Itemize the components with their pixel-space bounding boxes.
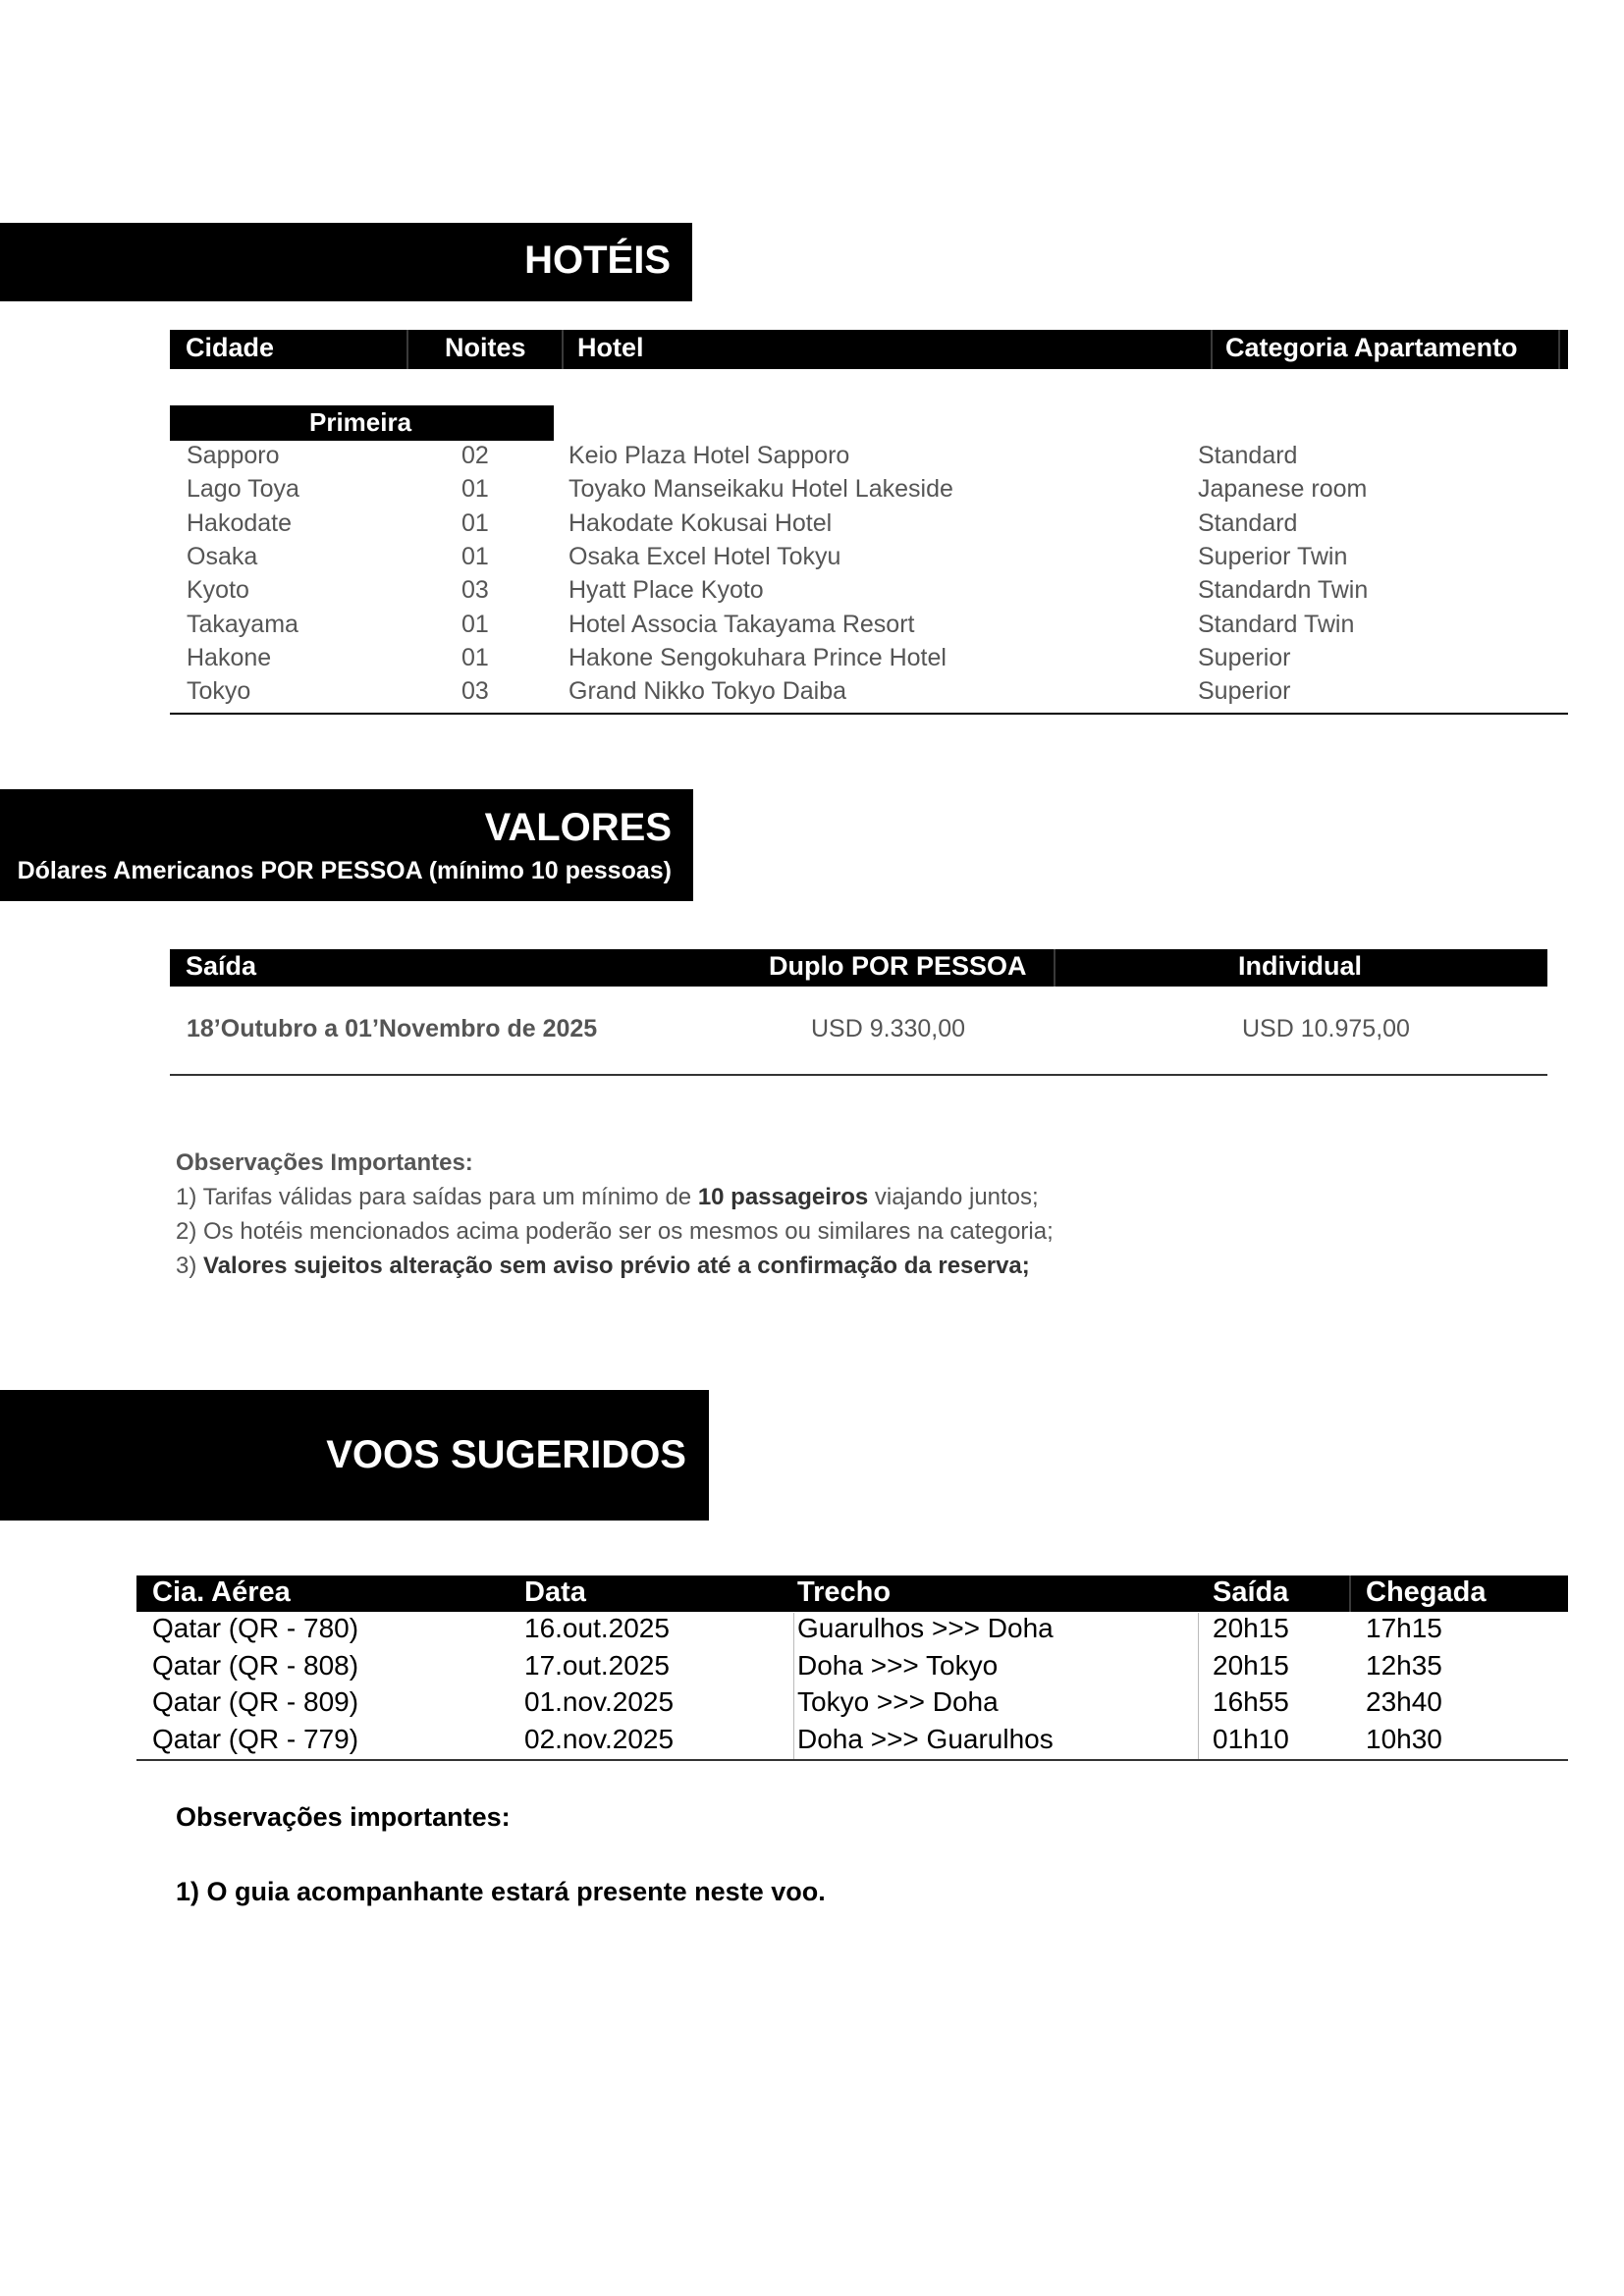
hotels-banner (0, 223, 692, 301)
hotel-categoria: Superior (1198, 677, 1291, 706)
hotel-hotel: Osaka Excel Hotel Tokyu (568, 542, 841, 570)
flight-chegada: 10h30 (1366, 1723, 1442, 1754)
hotel-categoria: Standard (1198, 508, 1298, 537)
values-notes (176, 1146, 1054, 1283)
hotel-hotel: Keio Plaza Hotel Sapporo (568, 442, 850, 469)
hotel-categoria: Superior Twin (1198, 542, 1348, 570)
flight-data: 16.out.2025 (524, 1613, 670, 1643)
hotel-category-label: Primeira (170, 405, 554, 441)
col-individual: Individual (1238, 951, 1363, 981)
col-categoria: Categoria Apartamento (1225, 333, 1518, 362)
flights-table-header (136, 1575, 1568, 1612)
hotel-hotel: Hyatt Place Kyoto (568, 576, 764, 605)
flights-column-divider (793, 1613, 794, 1760)
hotel-row (170, 509, 1568, 543)
flight-trecho: Tokyo >>> Doha (797, 1686, 999, 1717)
flight-cia: Qatar (QR - 779) (152, 1723, 359, 1754)
flight-cia: Qatar (QR - 780) (152, 1613, 359, 1643)
values-subtitle: Dólares Americanos POR PESSOA (mínimo 10 pessoas) (17, 857, 672, 884)
hotel-noites: 03 (461, 576, 489, 605)
hotels-title: HOTÉIS (524, 239, 671, 282)
flights-banner (0, 1390, 709, 1521)
hotel-categoria: Japanese room (1198, 475, 1368, 504)
values-table-rule (170, 1074, 1547, 1076)
hotel-row (170, 442, 1568, 475)
hotel-hotel: Hakodate Kokusai Hotel (568, 508, 833, 537)
flight-cia: Qatar (QR - 808) (152, 1649, 359, 1681)
flight-trecho: Doha >>> Guarulhos (797, 1723, 1054, 1754)
flight-trecho: Doha >>> Tokyo (797, 1649, 999, 1681)
hotel-noites: 02 (461, 442, 489, 469)
hotel-cidade: Hakodate (187, 508, 293, 537)
flight-data: 01.nov.2025 (524, 1686, 675, 1717)
values-note-1: 1) Tarifas válidas para saídas para um mínimo de 10 passageiros viajando juntos; (176, 1184, 1039, 1210)
price-departure: 18’Outubro a 01’Novembro de 2025 (187, 1015, 598, 1042)
col-hotel: Hotel (577, 333, 644, 362)
values-table-header (170, 949, 1547, 987)
values-note-2: 2) Os hotéis mencionados acima poderão ser os mesmos ou similares na categoria; (176, 1218, 1054, 1245)
flight-row (136, 1613, 1568, 1649)
hotel-row (170, 576, 1568, 610)
values-notes-title: Observações Importantes: (176, 1149, 473, 1176)
hotel-cidade: Takayama (187, 610, 298, 638)
hotel-categoria: Standard (1198, 442, 1298, 469)
flight-row (136, 1650, 1568, 1686)
hotel-categoria: Standardn Twin (1198, 576, 1369, 605)
col-cidade: Cidade (186, 333, 275, 362)
hotel-noites: 01 (461, 643, 489, 671)
hotel-row (170, 543, 1568, 576)
col-saida: Saída (186, 951, 257, 981)
hotel-cidade: Hakone (187, 643, 272, 671)
hotel-cidade: Tokyo (187, 677, 251, 706)
col-chegada: Chegada (1366, 1576, 1487, 1608)
flight-chegada: 17h15 (1366, 1613, 1442, 1643)
hotel-row (170, 611, 1568, 644)
col-cia: Cia. Aérea (152, 1576, 291, 1608)
hotel-hotel: Hakone Sengokuhara Prince Hotel (568, 643, 947, 671)
flight-saida: 20h15 (1213, 1649, 1289, 1681)
col-saida-voo: Saída (1213, 1576, 1289, 1608)
hotel-categoria: Superior (1198, 643, 1291, 671)
hotel-hotel: Grand Nikko Tokyo Daiba (568, 677, 847, 706)
flights-notes-title: Observações importantes: (176, 1802, 511, 1832)
hotel-categoria: Standard Twin (1198, 610, 1355, 638)
flights-title: VOOS SUGERIDOS (326, 1433, 686, 1476)
hotel-noites: 01 (461, 508, 489, 537)
flights-column-divider (1198, 1613, 1199, 1760)
values-banner (0, 789, 693, 901)
hotels-table-header (170, 330, 1568, 369)
flights-note-1: 1) O guia acompanhante estará presente neste voo. (176, 1877, 826, 1906)
flight-data: 02.nov.2025 (524, 1723, 675, 1754)
hotel-noites: 01 (461, 610, 489, 638)
flight-trecho: Guarulhos >>> Doha (797, 1613, 1054, 1643)
col-trecho: Trecho (797, 1576, 892, 1608)
price-row (170, 1015, 1547, 1048)
flight-chegada: 12h35 (1366, 1649, 1442, 1681)
hotel-noites: 01 (461, 475, 489, 504)
flight-data: 17.out.2025 (524, 1649, 670, 1681)
hotel-hotel: Hotel Associa Takayama Resort (568, 610, 915, 638)
hotel-noites: 01 (461, 542, 489, 570)
hotels-table-rule (170, 713, 1568, 715)
flight-saida: 20h15 (1213, 1613, 1289, 1643)
hotel-row (170, 475, 1568, 508)
hotel-cidade: Osaka (187, 542, 258, 570)
hotel-cidade: Lago Toya (187, 475, 299, 504)
hotel-row (170, 644, 1568, 677)
flight-chegada: 23h40 (1366, 1686, 1442, 1717)
col-data: Data (524, 1576, 586, 1608)
values-note-3: 3) Valores sujeitos alteração sem aviso prévio até a confirmação da reserva; (176, 1253, 1030, 1279)
flight-cia: Qatar (QR - 809) (152, 1686, 359, 1717)
flight-row (136, 1686, 1568, 1723)
flights-table-rule (136, 1759, 1568, 1761)
hotel-noites: 03 (461, 677, 489, 706)
flight-saida: 01h10 (1213, 1723, 1289, 1754)
hotel-row (170, 677, 1568, 711)
price-double: USD 9.330,00 (811, 1015, 966, 1042)
hotel-cidade: Sapporo (187, 442, 280, 469)
flight-saida: 16h55 (1213, 1686, 1289, 1717)
col-noites: Noites (445, 333, 526, 362)
values-title: VALORES (484, 806, 672, 849)
hotel-hotel: Toyako Manseikaku Hotel Lakeside (568, 475, 953, 504)
price-single: USD 10.975,00 (1242, 1015, 1410, 1042)
col-duplo: Duplo POR PESSOA (769, 951, 1027, 981)
hotel-cidade: Kyoto (187, 576, 249, 605)
flight-row (136, 1724, 1568, 1760)
